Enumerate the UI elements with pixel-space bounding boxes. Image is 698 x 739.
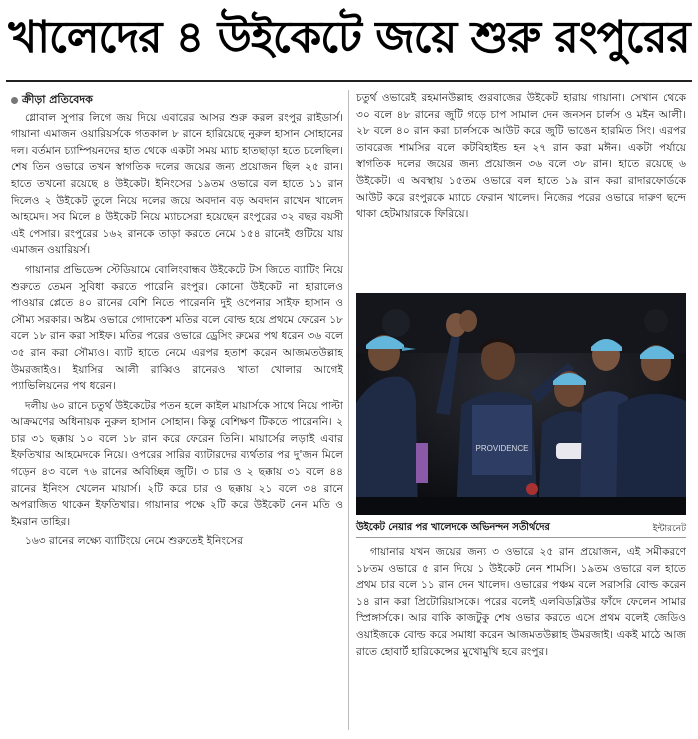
article-paragraph: গায়ানার প্রভিডেন্স স্টেডিয়ামে বোলিংবান্ধব উইকেটে টস জিতে ব্যাটিং নিয়ে শুরুতে তেমন সুবিধা করতে পারেনি রংপুর। কোনো উইকেট না হারালেও পাওয়ার প্লেতে ৪০ রানের বেশি নিতে পারেননি দুই ওপেনার সাইফ হাসান ও সৌম্য সরকার। অষ্টম ওভারে গোদাকেশ মতির বলে বোল্ড হয়ে প্রথমে ফেরেন ১৮ বলে ১৮ রান করা সাইফ। মতির পরের ওভারে ড্রেসিং রুমের পথ ধরেন ৩৬ বলে ৩৫ রান করা সৌম্যও। ব্যাট হাতে নেমে এরপর হতাশ করেন আজমতউল্লাহ উমরজাইও। ইয়াসির আলী রাব্বিও রানেরও খাতা খোলার আগেই প্যাভিলিয়নের পথ ধরেন।	[11, 263, 343, 393]
team-celebration-photo	[356, 293, 686, 515]
article-column-left	[11, 92, 343, 732]
article-paragraph: গ্লোবাল সুপার লিগে জয় দিয়ে এবারের আসর শুরু করল রংপুর রাইডার্স। গায়ানা এমাজন ওয়ারিয়র্সকে গতকাল ৮ রানে হারিয়েছে নুরুল হাসান সোহানের দল। বর্তমান চ্যাম্পিয়নদের হাত থেকে একটা সময় ম্যাচ হাতছাড়া হতে চলেছিল। শেষ তিন ওভারে তখন স্বাগতিক দলের জয়ের জন্য প্রয়োজন ছিল ২৫ রান। হাতে তখনো রয়েছে ৪ উইকেট। ইনিংসের ১৯তম ওভারে বল হাতে ১১ রান দিলেও ২ উইকেট তুলে নিয়ে দলের জয়ে অবদান বড় অবদান রাখেন খালেদ আহমেদ। সব মিলে ৪ উইকেট নিয়ে ম্যাচসেরা হয়েছেন রংপুরের ৩২ বছর বয়সী এই পেসার। রংপুরের ১৬২ রানকে তাড়া করতে নেমে ১৫৪ রানেই গুটিয়ে যায় এমাজন ওয়ারিয়র্স।	[11, 111, 343, 257]
column-divider	[348, 90, 349, 730]
article-paragraph: চতুর্থ ওভারেই রহমানউল্লাহ গুরবাজের উইকেট হারায় গায়ানা। সেখান থেকে ৩০ বলে ৪৮ রানের জুটি গড়ে চাপ সামাল দেন জনসন চার্লস ও মইন আলী। ২৮ বলে ৪০ রান করা চার্লসকে আউট করে জুটি ভাঙেন হারমিত সিং। এরপর তাবরেজ শামসির বলে কটবিহাইন্ড হন ২৭ রান করা মঈন। একটা পর্যায়ে স্বাগতিক দলের জয়ের জন্য প্রয়োজন ৩৬ বলে ৩৮ রান। হাতে রয়েছে ৬ উইকেট। এ অবস্থায় ১৫তম ওভারে বল হাতে ১৯ রান করা রাদারফোর্ডকে আউট করে রংপুরকে ম্যাচে ফেরান খালেদ। নিজের পরের ওভারে দারুণ ছন্দে থাকা হেটমায়ারকে ফিরিয়ে।	[356, 92, 686, 221]
byline-text: ক্রীড়া প্রতিবেদক	[22, 93, 93, 106]
article-column-right-bottom	[356, 544, 686, 734]
headline: খালেদের ৪ উইকেটে জয়ে শুরু রংপুরের	[8, 11, 690, 63]
byline	[11, 92, 343, 109]
article-column-right-top	[356, 90, 686, 286]
article-paragraph: দলীয় ৬০ রানে চতুর্থ উইকেটের পতন হলে কাইল মায়ার্সকে সাথে নিয়ে পাল্টা আক্রমণের অধিনায়ক নুরুল হাসান সোহান। কিন্তু বেশিক্ষণ টিকতে পারেননি। ২ চার ৩১ ছক্কায় ১০ বলে ১৮ রান করে ফেরেন তিনি। মায়ার্সের লড়াই এবার ইফতিখার আহমেদকে নিয়ে। ওপরের সারির ব্যাটারদের ব্যর্থতার পর দু'জন মিলে গড়েন ৪৩ বলে ৭৬ রানের অবিচ্ছিন্ন জুটি। ৩ চার ও ২ ছক্কায় ৩১ বলে ৪৪ রানের ইনিংস খেলেন মায়ার্স। ২টি করে চার ও ছক্কায় ২১ বলে ৩৪ রানে অপরাজিত থাকেন ইফতিখার। গায়ানার পক্ষে ২টি করে উইকেট নেন মতি ও ইমরান তাহির।	[11, 399, 343, 528]
headline-rule	[6, 80, 692, 82]
photo-credit: ইন্টারনেট	[652, 523, 686, 534]
article-paragraph: ১৬৩ রানের লক্ষ্যে ব্যাটিংয়ে নেমে শুরুতেই ইনিংসের	[25, 535, 244, 548]
caption-text: উইকেট নেয়ার পর খালেদকে অভিনন্দন সতীর্থদের	[356, 521, 550, 533]
photo-caption	[356, 519, 686, 538]
photo-illustration	[356, 293, 686, 515]
article-paragraph: গায়ানার যখন জয়ের জন্য ৩ ওভারে ২৫ রান প্রয়োজন, এই সমীকরণে ১৮তম ওভারে ৫ রান দিয়ে ১ উইকেট নেন শামসি। ১৯তম ওভারে বল হাতে প্রথম চার বলে ১১ রান দেন খালেদ। ওভারের পঞ্চম বলে সরাসরি বোল্ড করেন ১৪ রান করা প্রিটোরিয়াসকে। পরের বলেই এলবিডব্লিউর ফাঁদে ফেলেন সামার স্প্রিঙ্গার্সকে। আর বাকি কাজটুকু শেষ ওভার করতে এসে প্রথম বলেই জেডিও ওয়াইজকে বোল্ড করে সমাধা করেন আজমতউল্লাহ উমরজাই। একই মাঠে আজ রাতে হোবার্ট হারিকেন্সের মুখোমুখি হবে রংপুর।	[356, 546, 686, 658]
bullet-icon	[11, 97, 18, 104]
jersey-lettering: PROVIDENCE	[475, 444, 529, 453]
